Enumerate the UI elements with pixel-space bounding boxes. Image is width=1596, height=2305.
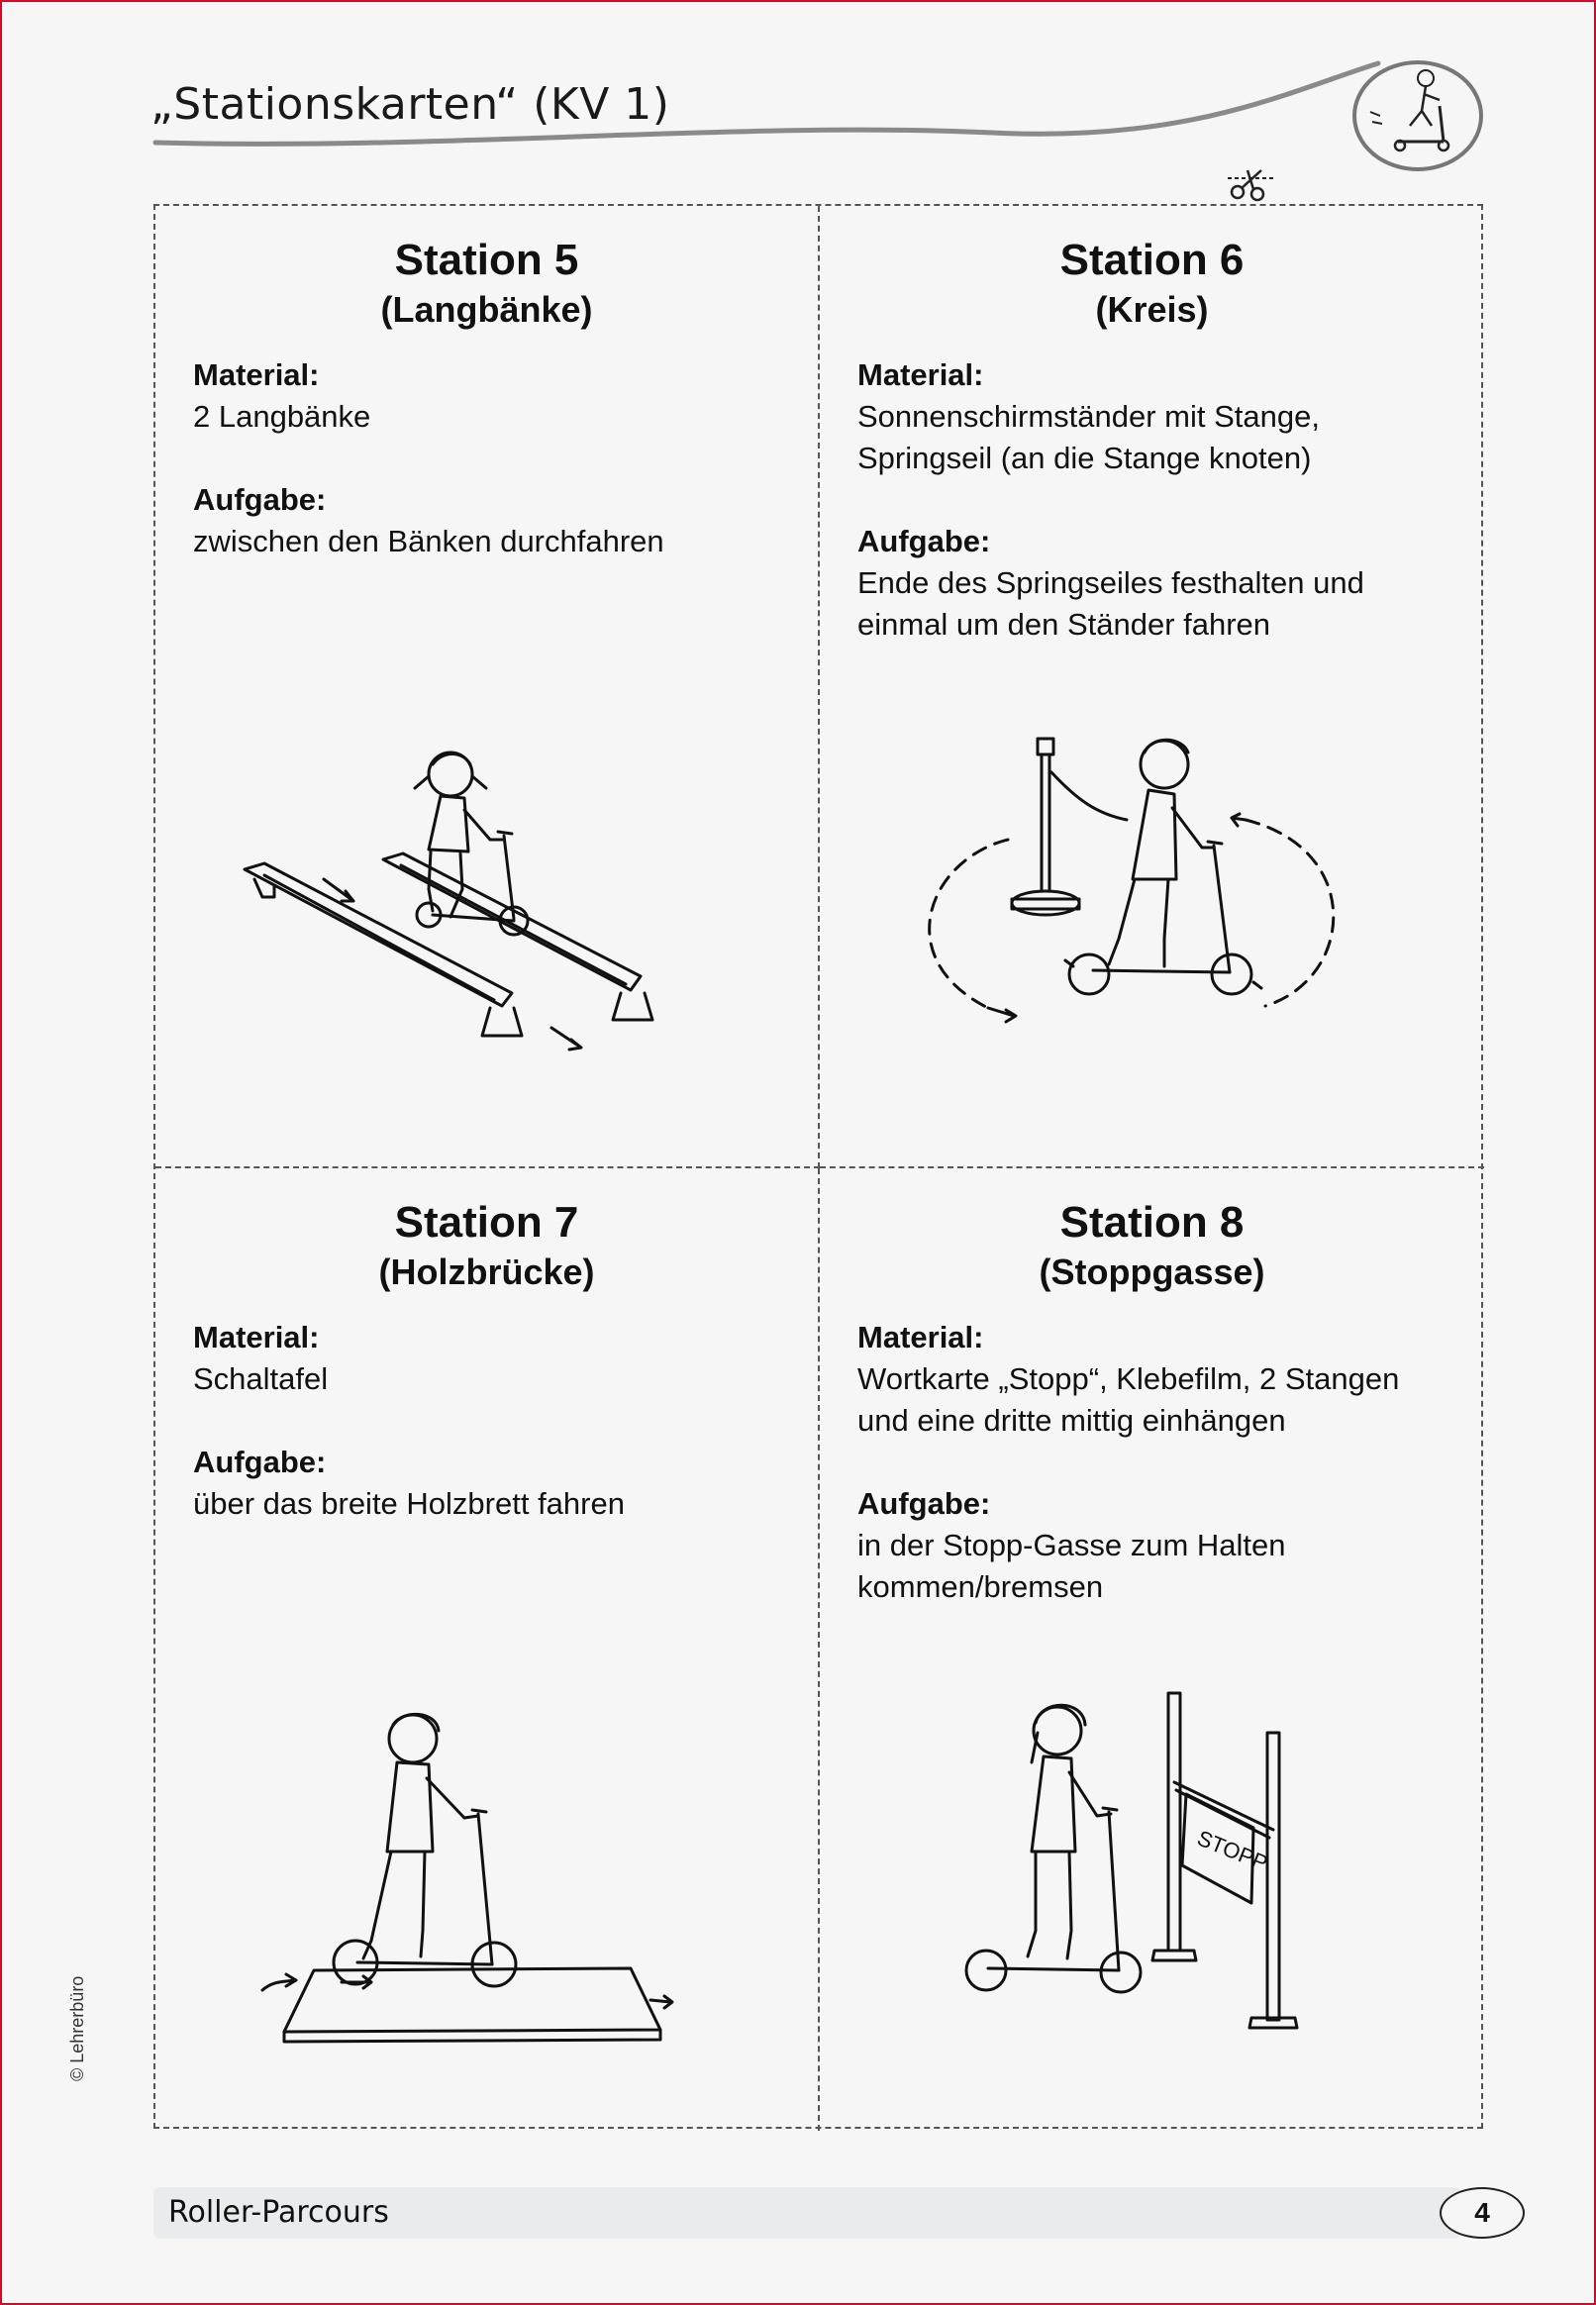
task-label: Aufgabe: xyxy=(857,1486,991,1521)
task-text: über das breite Holzbrett fahren xyxy=(193,1486,625,1521)
scooter-kid-icon xyxy=(1348,56,1487,175)
station-title: Station 5 xyxy=(394,236,579,284)
station-title: Station 6 xyxy=(1059,236,1245,284)
task-label: Aufgabe: xyxy=(193,482,327,517)
station-subtitle: (Holzbrücke) xyxy=(378,1252,595,1292)
task-text: einmal um den Ständer fahren xyxy=(857,607,1271,642)
material-text: Sonnenschirmständer mit Stange, xyxy=(857,399,1320,434)
material-label: Material: xyxy=(193,357,320,392)
material-text: und eine dritte mittig einhängen xyxy=(857,1403,1286,1438)
scissors-icon xyxy=(1228,168,1273,202)
task-label: Aufgabe: xyxy=(193,1445,327,1479)
station-subtitle: (Stoppgasse) xyxy=(1039,1252,1265,1292)
girl-scooter-stop-gate-illustration xyxy=(909,1683,1404,2059)
task-text: zwischen den Bänken durchfahren xyxy=(193,524,664,558)
material-label: Material: xyxy=(857,357,984,392)
child-scooter-wooden-board-illustration xyxy=(254,1703,710,2059)
copyright-notice: © Lehrerbüro xyxy=(67,1975,87,2081)
task-text: in der Stopp-Gasse zum Halten xyxy=(857,1528,1286,1562)
material-text: Schaltafel xyxy=(193,1361,329,1396)
material-label: Material: xyxy=(193,1320,320,1354)
station-details xyxy=(193,1317,788,1525)
task-text: kommen/bremsen xyxy=(857,1569,1104,1604)
footer-title: Roller-Parcours xyxy=(168,2195,389,2230)
station-cards-grid xyxy=(153,204,1483,2129)
task-text: Ende des Springseiles festhalten und xyxy=(857,565,1364,600)
station-card-8 xyxy=(820,1168,1484,2131)
station-card-7 xyxy=(155,1168,820,2131)
station-details xyxy=(857,354,1454,646)
material-label: Material: xyxy=(857,1320,984,1354)
station-subtitle: (Langbänke) xyxy=(380,289,593,330)
girl-scooter-between-benches-illustration xyxy=(235,741,730,1077)
page-title: „Stationskarten“ (KV 1) xyxy=(150,79,670,130)
station-title: Station 7 xyxy=(394,1198,579,1247)
material-text: Wortkarte „Stopp“, Klebefilm, 2 Stangen xyxy=(857,1361,1400,1396)
station-subtitle: (Kreis) xyxy=(1095,289,1209,330)
task-label: Aufgabe: xyxy=(857,524,991,558)
station-details xyxy=(193,354,788,562)
station-details xyxy=(857,1317,1454,1608)
material-text: 2 Langbänke xyxy=(193,399,371,434)
stopp-sign-text: STOPP xyxy=(1193,1825,1271,1876)
station-card-6 xyxy=(820,206,1484,1168)
page-number: 4 xyxy=(1440,2187,1525,2239)
station-card-5 xyxy=(155,206,820,1168)
material-text: Springseil (an die Stange knoten) xyxy=(857,441,1312,475)
boy-scooter-circle-illustration xyxy=(899,731,1394,1087)
station-title: Station 8 xyxy=(1059,1198,1245,1247)
